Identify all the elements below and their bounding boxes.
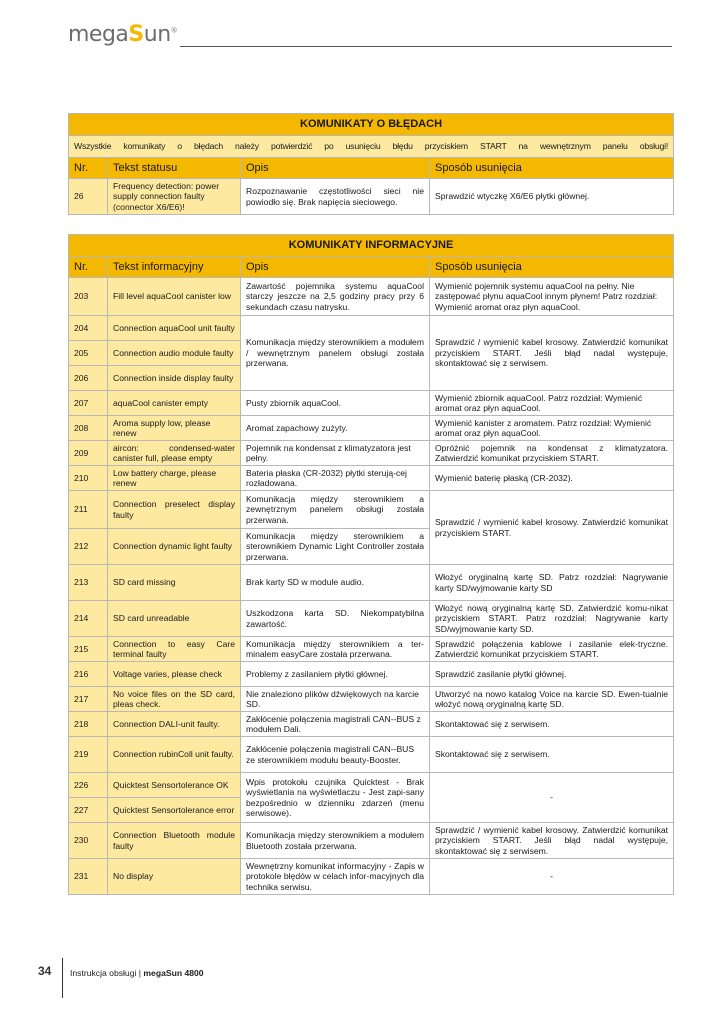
- row-text: Frequency detection: power supply connection faulty (connector X6/E6)!: [108, 179, 241, 215]
- row-remedy: Wymienić baterię płaską (CR-2032).: [430, 466, 674, 491]
- table-row: [69, 823, 674, 859]
- row-text: No display: [108, 859, 241, 895]
- megasun-logo: megaSun®: [68, 22, 178, 47]
- row-number: 217: [69, 687, 108, 712]
- col-header-nr: Nr.: [69, 257, 108, 278]
- row-description: Zakłócenie połączenia magistrali CAN--BUS z modułem Dali.: [241, 712, 430, 737]
- row-remedy: Sprawdzić / wymienić kabel krosowy. Zatwierdzić komunikat przyciskiem START. Jeśli błąd nadal występuje, skontaktować się z serwisem.: [430, 316, 674, 391]
- row-description: Wpis protokołu czujnika Quicktest - Brak wyświetlania na wyświetlaczu - Jest zapi-sany bezpośrednio w dzienniku zdarzeń (menu serwisowe).: [241, 773, 430, 823]
- row-text: Fill level aquaCool canister low: [108, 278, 241, 316]
- row-number: 213: [69, 565, 108, 601]
- table-row: [69, 712, 674, 737]
- row-description: Pusty zbiornik aquaCool.: [241, 391, 430, 416]
- row-number: 203: [69, 278, 108, 316]
- error-table-title: KOMUNIKATY O BŁĘDACH: [69, 114, 674, 136]
- row-text: Voltage varies, please check: [108, 662, 241, 687]
- row-description: Pojemnik na kondensat z klimatyzatora jest pełny.: [241, 441, 430, 466]
- row-text: Connection Bluetooth module faulty: [108, 823, 241, 859]
- row-text: SD card missing: [108, 565, 241, 601]
- row-remedy: Skontaktować się z serwisem.: [430, 712, 674, 737]
- row-description: Nie znaleziono plików dźwiękowych na karcie SD.: [241, 687, 430, 712]
- row-text: Aroma supply low, please renew: [108, 416, 241, 441]
- row-remedy: Sprawdzić wtyczkę X6/E6 płytki głównej.: [430, 179, 674, 215]
- table-row: [69, 466, 674, 491]
- error-messages-table: [68, 113, 674, 215]
- row-text: Connection dynamic light faulty: [108, 529, 241, 565]
- row-remedy: Wymienić zbiornik aquaCool. Patrz rozdział: Wymienić aromat oraz płyn aquaCool.: [430, 391, 674, 416]
- table-row: [69, 601, 674, 637]
- row-number: 212: [69, 529, 108, 565]
- row-remedy: Wymienić kanister z aromatem. Patrz rozdział: Wymienić aromat oraz płyn aquaCool.: [430, 416, 674, 441]
- row-remedy: Skontaktować się z serwisem.: [430, 737, 674, 773]
- row-number: 205: [69, 341, 108, 366]
- table-row: [69, 859, 674, 895]
- info-messages-table: [68, 234, 674, 895]
- row-text: aquaCool canister empty: [108, 391, 241, 416]
- row-remedy: Utworzyć na nowo katalog Voice na karcie SD. Ewen-tualnie włożyć nową oryginalną kartę SD.: [430, 687, 674, 712]
- info-table-title: KOMUNIKATY INFORMACYJNE: [69, 235, 674, 257]
- table-row: [69, 662, 674, 687]
- row-remedy: Sprawdzić zasilanie płytki głównej.: [430, 662, 674, 687]
- row-number: 210: [69, 466, 108, 491]
- row-text: Low battery charge, please renew: [108, 466, 241, 491]
- row-description: Zakłócenie połączenia magistrali CAN--BUS ze sterownikiem modułu beauty-Booster.: [241, 737, 430, 773]
- row-remedy: Opróżnić pojemnik na kondensat z klimatyzatora. Zatwierdzić komunikat przyciskiem START.: [430, 441, 674, 466]
- row-remedy: -: [430, 859, 674, 895]
- row-number: 226: [69, 773, 108, 798]
- table-row: [69, 416, 674, 441]
- row-number: 215: [69, 637, 108, 662]
- row-number: 207: [69, 391, 108, 416]
- col-header-info-text: Tekst informacyjny: [108, 257, 241, 278]
- col-header-remedy: Sposób usunięcia: [430, 158, 674, 179]
- row-text: Connection aquaCool unit faulty: [108, 316, 241, 341]
- row-number: 209: [69, 441, 108, 466]
- row-description: Komunikacja między sterownikiem a modułem / wewnętrznym panelem obsługi została przerwana.: [241, 316, 430, 391]
- row-description: Problemy z zasilaniem płytki głównej.: [241, 662, 430, 687]
- row-text: Connection DALI-unit faulty.: [108, 712, 241, 737]
- col-header-description: Opis: [241, 257, 430, 278]
- row-number: 227: [69, 798, 108, 823]
- table-row: [69, 773, 674, 798]
- col-header-nr: Nr.: [69, 158, 108, 179]
- table-row: [69, 441, 674, 466]
- table-row: [69, 565, 674, 601]
- row-number: 218: [69, 712, 108, 737]
- footer-divider: [62, 958, 63, 998]
- row-description: Zawartość pojemnika systemu aquaCool starczy jeszcze na 2,5 godziny pracy przy 6 sekundach czasu natrysku.: [241, 278, 430, 316]
- row-description: Komunikacja między sterownikiem a sterownikiem Dynamic Light Controller została przerwana.: [241, 529, 430, 565]
- row-description: Brak karty SD w module audio.: [241, 565, 430, 601]
- row-text: Connection audio module faulty: [108, 341, 241, 366]
- row-description: Komunikacja między sterownikiem a ter-minalem easyCare została przerwana.: [241, 637, 430, 662]
- page-number: 34: [38, 964, 52, 978]
- row-number: 208: [69, 416, 108, 441]
- table-row: [69, 316, 674, 341]
- row-text: Quicktest Sensortolerance OK: [108, 773, 241, 798]
- row-text: Connection rubinColl unit faulty.: [108, 737, 241, 773]
- row-number: 206: [69, 366, 108, 391]
- row-text: Connection preselect display faulty: [108, 491, 241, 529]
- row-description: Rozpoznawanie częstotliwości sieci nie powiodło się. Brak napięcia sieciowego.: [241, 179, 430, 215]
- row-description: Uszkodzona karta SD. Niekompatybilna zawartość.: [241, 601, 430, 637]
- row-description: Komunikacja między sterownikiem a zewnętrznym panelem obsługi została przerwana.: [241, 491, 430, 529]
- table-row: [69, 687, 674, 712]
- table-row: [69, 737, 674, 773]
- row-text: Quicktest Sensortolerance error: [108, 798, 241, 823]
- row-text: No voice files on the SD card, pleas check.: [108, 687, 241, 712]
- row-text: aircon: condensed-water canister full, please empty: [108, 441, 241, 466]
- header-rule: [180, 46, 672, 47]
- table-row: [69, 637, 674, 662]
- row-remedy: -: [430, 773, 674, 823]
- table-row: [69, 391, 674, 416]
- row-remedy: Wymienić pojemnik systemu aquaCool na pełny. Nie zastępować płynu aquaCool innym płynem! Patrz rozdział: Wymienić aromat oraz płyn aquaCool.: [430, 278, 674, 316]
- error-table-note: Wszystkie komunikaty o błędach należy potwierdzić po usunięciu błędu przyciskiem START na wewnętrznym panelu obsługi!: [69, 136, 674, 158]
- row-remedy: Sprawdzić / wymienić kabel krosowy. Zatwierdzić komunikat przyciskiem START. Jeśli błąd nadal występuje, skontaktować się z serwisem.: [430, 823, 674, 859]
- row-remedy: Sprawdzić połączenia kablowe i zasilanie elek-tryczne. Zatwierdzić komunikat przyciskiem START.: [430, 637, 674, 662]
- row-description: Wewnętrzny komunikat informacyjny - Zapis w protokole błędów w celach infor-macyjnych dla technika serwisu.: [241, 859, 430, 895]
- col-header-description: Opis: [241, 158, 430, 179]
- row-number: 216: [69, 662, 108, 687]
- row-number: 211: [69, 491, 108, 529]
- row-number: 219: [69, 737, 108, 773]
- row-text: Connection inside display faulty: [108, 366, 241, 391]
- table-row: [69, 491, 674, 529]
- row-description: Komunikacja między sterownikiem a modułem Bluetooth została przerwana.: [241, 823, 430, 859]
- col-header-status-text: Tekst statusu: [108, 158, 241, 179]
- footer-label: Instrukcja obsługi | megaSun 4800: [70, 968, 204, 978]
- row-remedy: Sprawdzić / wymienić kabel krosowy. Zatwierdzić komunikat przyciskiem START.: [430, 491, 674, 565]
- row-number: 231: [69, 859, 108, 895]
- row-number: 26: [69, 179, 108, 215]
- row-text: Connection to easy Care terminal faulty: [108, 637, 241, 662]
- row-remedy: Włożyć oryginalną kartę SD. Patrz rozdział: Nagrywanie karty SD/wyjmowanie karty SD: [430, 565, 674, 601]
- row-remedy: Włożyć nową oryginalną kartę SD. Zatwierdzić komu-nikat przyciskiem START. Patrz rozdział: Nagrywanie karty SD/wyjmowanie karty SD.: [430, 601, 674, 637]
- table-row: [69, 179, 674, 215]
- row-description: Aromat zapachowy zużyty.: [241, 416, 430, 441]
- row-number: 214: [69, 601, 108, 637]
- col-header-remedy: Sposób usunięcia: [430, 257, 674, 278]
- row-number: 230: [69, 823, 108, 859]
- row-description: Bateria płaska (CR-2032) płytki sterują-cej rozładowana.: [241, 466, 430, 491]
- row-text: SD card unreadable: [108, 601, 241, 637]
- table-row: [69, 278, 674, 316]
- row-number: 204: [69, 316, 108, 341]
